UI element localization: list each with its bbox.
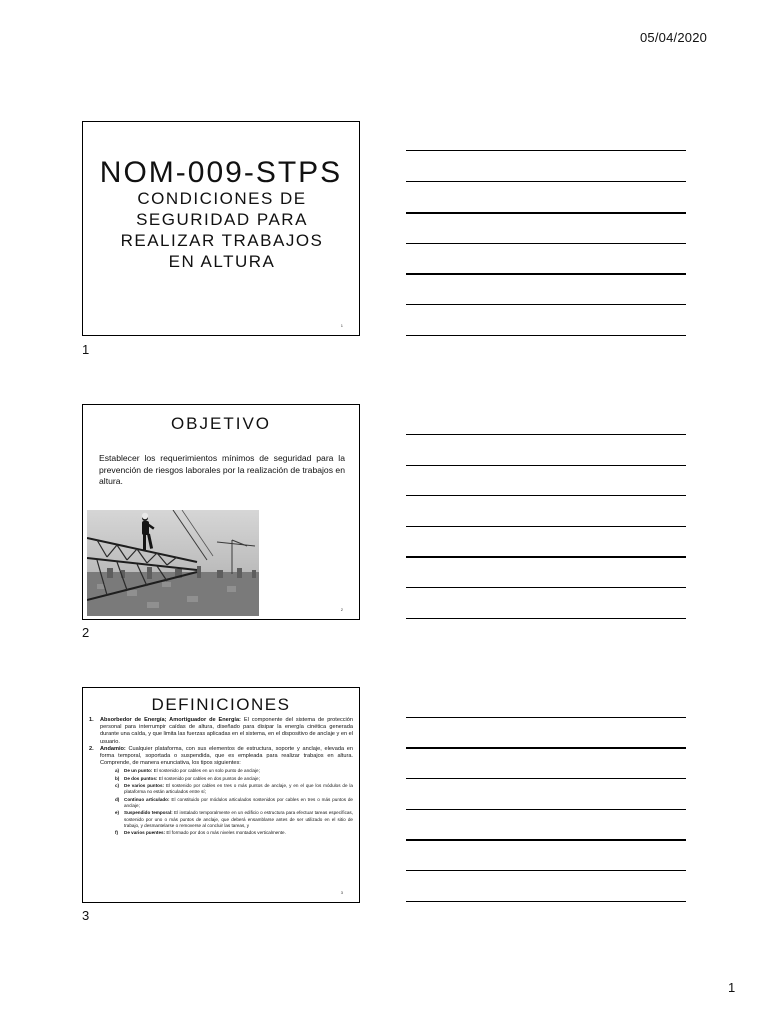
definition-subitem: a) De un punto: El sostenido por cables en un solo punto de anclaje; <box>115 768 260 774</box>
construction-worker-on-crane-photo <box>87 510 259 616</box>
slide-1-title: NOM-009-STPS <box>99 156 343 189</box>
definitions-list <box>89 717 353 836</box>
slide-1 <box>82 121 360 336</box>
definition-item: 1. Absorbedor de Energía; Amortiguador de Energía: El componente del sistema de protección personal para interrumpir caídas de altura, diseñado para disipar la energía cinética generada durante una caída, y que limita las fuerzas aplicadas en el sistema, en el dispositivo de anclaje y en el usuario. <box>89 717 353 745</box>
definition-subitem: e) Suspendido temporal: El instalado temporalmente en un edificio o estructura para efectuar tareas específicas, sostenido por uno o más puntos de anclaje, que deberá ensamblarse antes de ser utilizado en el sitio de trabajo, y desmantelarse o removerse al concluir las tareas, y <box>115 810 353 828</box>
slide-2-title: OBJETIVO <box>170 414 272 433</box>
slide-1-subtitle: CONDICIONES DE SEGURIDAD PARA REALIZAR TRABAJOS EN ALTURA <box>120 189 324 271</box>
slide-3-label: 3 <box>82 908 90 923</box>
slide-3-number: 3 <box>340 890 343 895</box>
definition-subitem: d) Continuo articulado: El constituido por módulos articulados sostenidos por cables en tres o más puntos de anclaje; <box>115 796 353 808</box>
slide-3 <box>82 687 360 903</box>
slide-3-title: DEFINICIONES <box>151 695 291 714</box>
slide-2-label: 2 <box>82 625 90 640</box>
definition-subitem: b) De dos puntos: El sostenido por cables en dos puntos de anclaje; <box>115 775 260 781</box>
slide-1-number: 1 <box>340 323 343 328</box>
page-number: 1 <box>728 980 736 995</box>
definition-subitem: c) De varios puntos: El sostenido por cables en tres o más puntos de anclaje, y en el que los módulos de la plataforma no están articulados entre sí; <box>115 783 353 795</box>
definition-item: 2. Andamio: Cualquier plataforma, con sus elementos de estructura, soporte y anclaje, elevada en forma temporal, soportada o suspendida, que es empleada para realizar trabajos en altura. Comprende, de manera enunciativa, los tipos siguientes: <box>89 745 353 767</box>
slide-2-number: 2 <box>340 607 343 612</box>
header-date: 05/04/2020 <box>640 30 708 45</box>
definition-subitem: f) De varios puentes: El formado por dos o más niveles montados verticalmente. <box>115 830 286 836</box>
slide-2 <box>82 404 360 620</box>
slide-2-body: Establecer los requerimientos mínimos de seguridad para la prevención de riesgos laborales por la realización de trabajos en altura. <box>99 453 345 486</box>
slide-1-label: 1 <box>82 342 90 357</box>
